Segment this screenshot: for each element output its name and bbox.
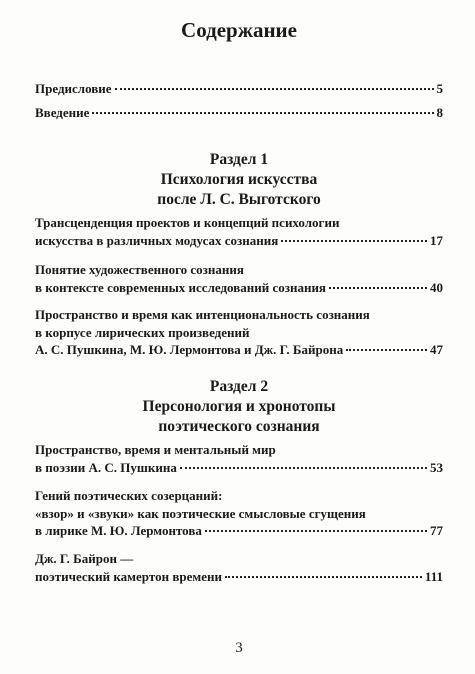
entry-page: 17: [430, 232, 443, 248]
toc-entry[interactable]: [35, 306, 443, 359]
leader-dots: [225, 576, 422, 578]
entry-page: 47: [430, 342, 443, 357]
entry-text: в лирике М. Ю. Лермонтова: [35, 523, 202, 538]
entry-text: А. С. Пушкина, М. Ю. Лермонтова и Дж. Г. Байрона: [35, 342, 344, 357]
leader-dots: [115, 88, 434, 90]
toc-entry[interactable]: [35, 214, 443, 249]
entry-line: Понятие художественного сознания: [35, 262, 244, 277]
entry-page: 8: [436, 105, 443, 120]
entry-line: Гений поэтических созерцаний:: [35, 488, 223, 503]
leader-dots: [205, 530, 427, 532]
entry-text: в поэзии А. С. Пушкина: [35, 459, 177, 475]
entry-line: Пространство, время и ментальный мир: [35, 442, 276, 457]
section-label: Раздел 2: [209, 378, 269, 395]
entry-page: 5: [436, 81, 443, 96]
leader-dots: [346, 349, 427, 351]
section-2-header: [35, 377, 443, 437]
entry-page: 53: [430, 459, 443, 475]
entry-line: Пространство и время как интенциональность сознания: [35, 307, 370, 322]
entry-text: Предисловие: [35, 81, 112, 96]
section-title-line: Психология искусства: [160, 171, 318, 188]
section-title-line: Персонология и хронотопы: [142, 398, 336, 415]
entry-text: Введение: [35, 105, 90, 120]
toc-entry[interactable]: [35, 550, 443, 585]
leader-dots: [180, 467, 427, 469]
entry-line: в корпусе лирических произведений: [35, 324, 250, 340]
page-number: 3: [235, 640, 243, 656]
toc-title: Содержание: [181, 18, 297, 42]
entry-text: в контексте современных исследований сознания: [35, 279, 326, 295]
entry-line: Дж. Г. Байрон —: [35, 551, 134, 566]
toc-entry[interactable]: [35, 261, 443, 296]
section-title-line: поэтического сознания: [158, 418, 320, 435]
leader-dots: [92, 112, 433, 114]
section-1-header: [35, 150, 443, 210]
toc-entry[interactable]: [35, 441, 443, 476]
section-label: Раздел 1: [209, 151, 269, 168]
toc-entry-introduction[interactable]: [35, 104, 443, 122]
toc-entry-preface[interactable]: [35, 80, 443, 98]
entry-text: поэтический камертон времени: [35, 568, 222, 584]
leader-dots: [329, 287, 427, 289]
toc-page: [35, 0, 443, 674]
leader-dots: [281, 240, 427, 242]
entry-page: 111: [424, 568, 443, 584]
toc-entry[interactable]: [35, 487, 443, 540]
entry-page: 40: [430, 279, 443, 295]
section-title-line: после Л. С. Выготского: [157, 191, 321, 208]
entry-page: 77: [430, 523, 443, 538]
entry-text: искусства в различных модусах сознания: [35, 232, 279, 248]
entry-line: Трансценденция проектов и концепций психологии: [35, 215, 340, 230]
entry-line: «взор» и «звуки» как поэтические смысловые сгущения: [35, 505, 366, 521]
